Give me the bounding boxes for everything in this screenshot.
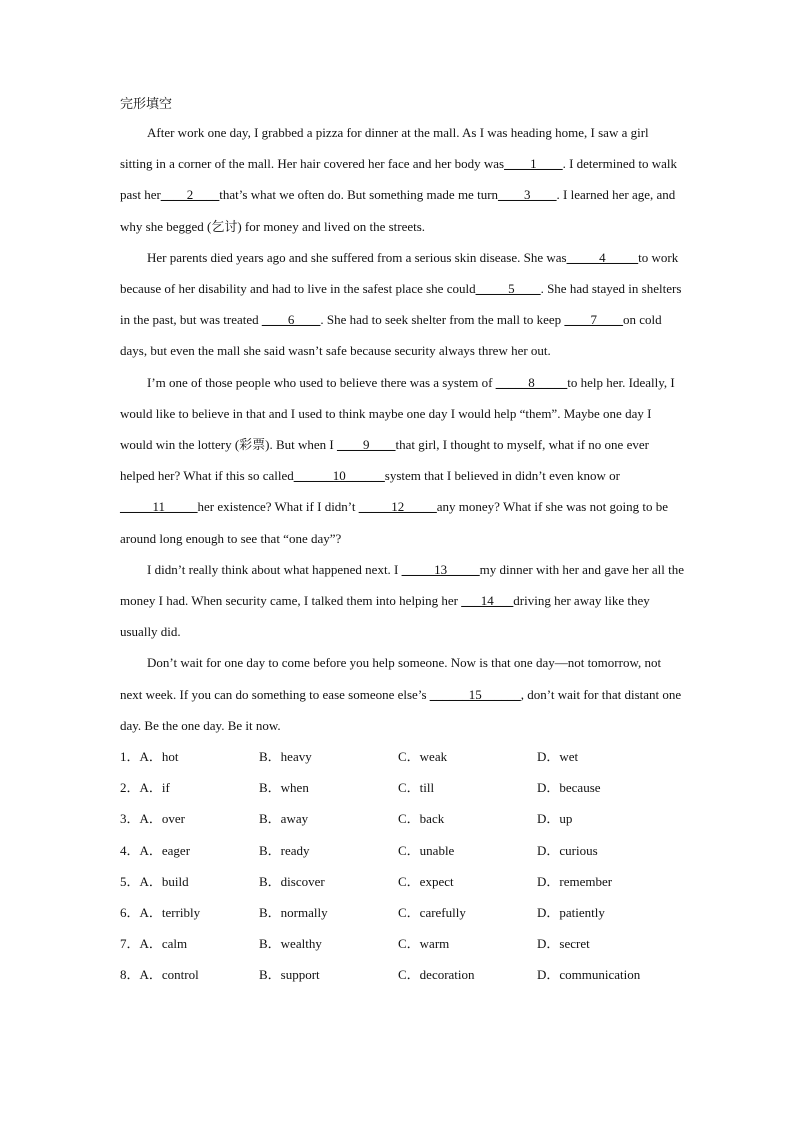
passage-text: system that I believed in didn’t even know or [384, 468, 620, 484]
passage-text: . I determined to walk past her [120, 156, 678, 203]
option-d[interactable]: D．curious [537, 842, 598, 858]
option-a[interactable]: 1．A．hot [120, 749, 179, 765]
option-a[interactable]: 8．A．control [120, 967, 199, 983]
option-b[interactable]: B．wealthy [259, 936, 322, 952]
option-b[interactable]: B．support [259, 967, 320, 983]
passage-text: my dinner with her and gave her all the money I had. When security came, I talked them into helping her [120, 561, 684, 609]
option-b[interactable]: B．ready [259, 842, 310, 858]
answer-blank[interactable]: ______10______ [293, 468, 385, 484]
passage-text: any money? What if she was not going to be around long enough to see that “one day”? [120, 499, 668, 546]
option-a[interactable]: 3．A．over [120, 811, 185, 827]
answer-blank[interactable]: ____6____ [261, 312, 321, 328]
option-d[interactable]: D．up [537, 811, 573, 827]
answer-blank[interactable]: _____5____ [475, 281, 541, 297]
option-a[interactable]: 5．A．build [120, 873, 189, 889]
option-c[interactable]: C．weak [398, 749, 448, 765]
answer-blank[interactable]: ______15______ [429, 686, 521, 702]
option-a[interactable]: 4．A．eager [120, 842, 191, 858]
question-row [120, 928, 684, 959]
section-title: 完形填空 [120, 97, 173, 112]
answer-blank[interactable]: ____1____ [504, 156, 563, 172]
question-row [120, 803, 684, 834]
passage-text: driving her away like they usually did. [120, 593, 650, 640]
passage-text: that girl, I thought to myself, what if no one ever helped her? What if this so called [120, 437, 649, 484]
passage-text: to help her. Ideally, I would like to believe in that and I used to think maybe one day I would help “them”. Maybe one day I would win the lottery (彩票). But when I [120, 374, 675, 453]
passage-text: . She had stayed in shelters in the past, but was treated [120, 281, 682, 328]
option-c[interactable]: C．carefully [398, 905, 466, 920]
option-a[interactable]: 7．A．calm [120, 936, 188, 952]
option-b[interactable]: B．when [259, 780, 309, 796]
option-d[interactable]: D．because [537, 780, 601, 796]
question-row [120, 741, 684, 772]
option-d[interactable]: D．remember [537, 873, 613, 889]
question-row [120, 897, 684, 928]
option-a[interactable]: 2．A．if [120, 780, 170, 796]
option-a[interactable]: 6．A．terribly [120, 905, 201, 920]
question-row [120, 835, 684, 866]
passage-paragraph [120, 117, 684, 242]
answer-blank[interactable]: _____13_____ [401, 561, 480, 577]
passage-text: . She had to seek shelter from the mall to keep [320, 312, 565, 328]
passage-text: her existence? What if I didn’t [197, 499, 359, 515]
option-c[interactable]: C．unable [398, 842, 455, 858]
answer-blank[interactable]: ____9____ [337, 437, 396, 453]
answer-blank[interactable]: _____8_____ [495, 374, 568, 390]
passage-text: to work because of her disability and had to live in the safest place she could [120, 249, 679, 297]
option-b[interactable]: B．discover [259, 873, 325, 889]
passage-text: that’s what we often do. But something made me turn [219, 187, 499, 203]
question-row [120, 772, 684, 803]
option-d[interactable]: D．patiently [537, 905, 605, 920]
answer-blank[interactable]: _____11_____ [120, 499, 198, 515]
passage-paragraph [120, 242, 684, 367]
passage-text: I’m one of those people who used to believe there was a system of [147, 374, 496, 390]
option-c[interactable]: C．expect [398, 873, 454, 889]
passage-text: Don’t wait for one day to come before you help someone. Now is that one day—not tomorrow, not next week. If you can do something to ease someone else’s [120, 655, 662, 702]
option-b[interactable]: B．normally [259, 905, 328, 920]
passage-paragraph [120, 647, 684, 741]
answer-blank[interactable]: ____2____ [160, 187, 220, 203]
option-c[interactable]: C．warm [398, 936, 450, 952]
answer-blank[interactable]: ___14___ [461, 593, 514, 609]
option-d[interactable]: D．secret [537, 936, 590, 952]
passage [120, 117, 684, 741]
option-c[interactable]: C．till [398, 780, 435, 796]
option-c[interactable]: C．back [398, 811, 445, 827]
option-b[interactable]: B．heavy [259, 749, 312, 765]
option-c[interactable]: C．decoration [398, 967, 475, 983]
question-options [120, 741, 684, 991]
passage-text: I didn’t really think about what happened next. I [147, 561, 402, 577]
option-d[interactable]: D．wet [537, 749, 579, 765]
passage-paragraph [120, 554, 684, 648]
passage-text: After work one day, I grabbed a pizza for dinner at the mall. As I was heading home, I saw a girl sitting in a corner of the mall. Her hair covered her face and her body was [120, 125, 649, 172]
answer-blank[interactable]: ____3____ [498, 187, 557, 203]
passage-text: . I learned her age, and why she begged (乞讨) for money and lived on the streets. [120, 187, 676, 234]
passage-text: , don’t wait for that distant one day. Be the one day. Be it now. [120, 686, 682, 733]
question-row [120, 959, 684, 990]
answer-blank[interactable]: _____4_____ [566, 249, 639, 265]
passage-paragraph [120, 367, 684, 554]
passage-text: on cold days, but even the mall she said wasn’t safe because security always threw her out. [120, 312, 662, 359]
answer-blank[interactable]: _____12_____ [358, 499, 437, 515]
question-row [120, 866, 684, 897]
option-b[interactable]: B．away [259, 811, 309, 827]
answer-blank[interactable]: ____7____ [564, 312, 623, 328]
passage-text: Her parents died years ago and she suffered from a serious skin disease. She was [147, 249, 567, 265]
option-d[interactable]: D．communication [537, 967, 641, 983]
